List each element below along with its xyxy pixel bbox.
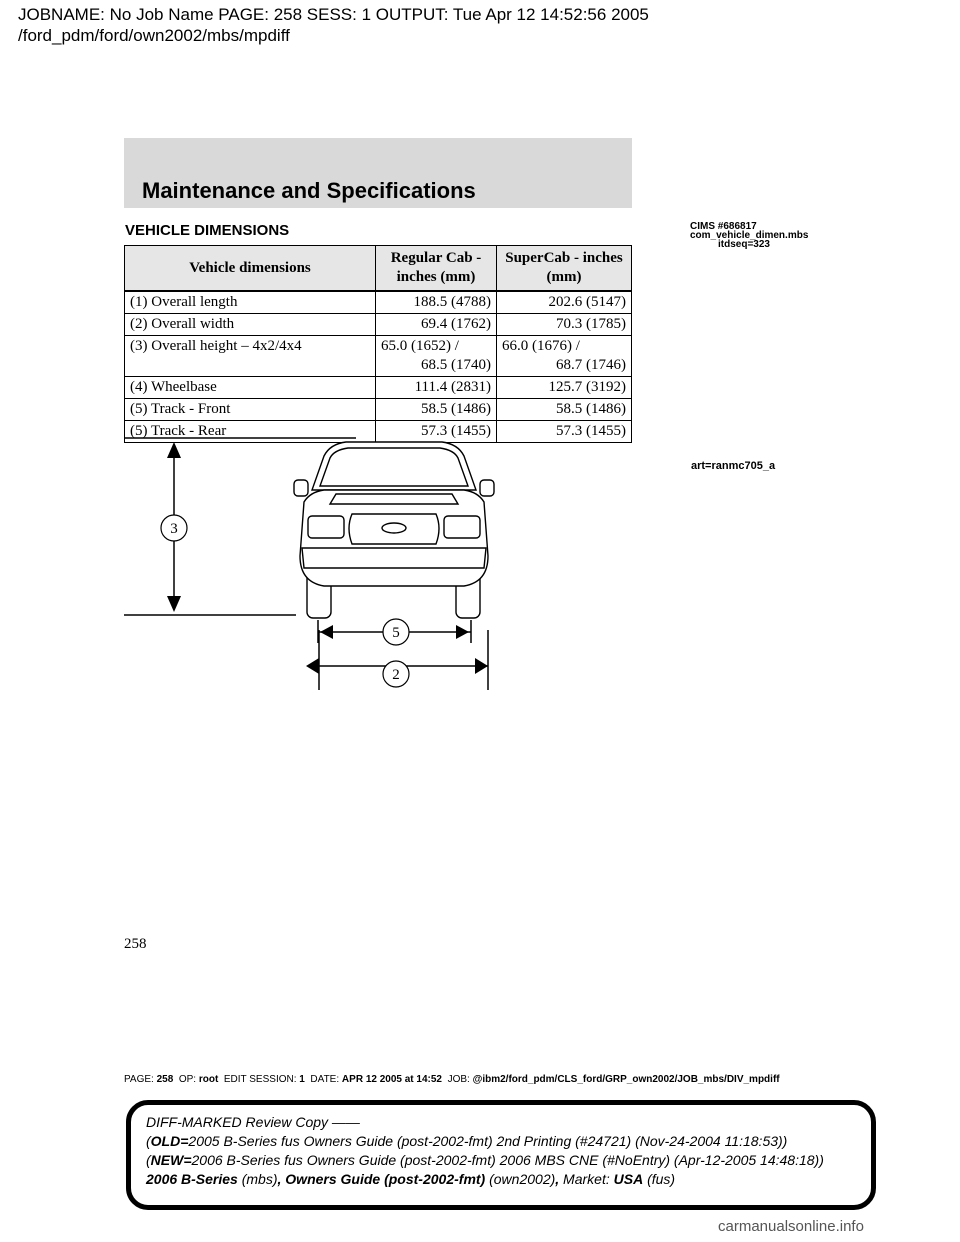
row-label: (1) Overall length bbox=[125, 291, 376, 314]
table-row bbox=[125, 377, 632, 399]
cims-seq: itdseq=323 bbox=[718, 239, 770, 250]
header-cell: SuperCab - inches (mm) bbox=[497, 246, 632, 292]
footer-date-label: DATE: bbox=[310, 1074, 340, 1085]
regular-cab-value: 57.3 (1455) bbox=[376, 421, 497, 443]
track-arrow-right bbox=[456, 625, 469, 639]
table-row bbox=[125, 336, 632, 377]
review-series-code: (mbs) bbox=[241, 1171, 278, 1187]
table-row bbox=[125, 291, 632, 314]
badge-oval bbox=[382, 523, 406, 533]
left-headlamp bbox=[308, 516, 344, 538]
cims-file: com_vehicle_dimen.mbs bbox=[690, 230, 809, 241]
callout-3-label: 3 bbox=[170, 521, 178, 537]
supercab-value-line1: 66.0 (1676) / bbox=[502, 338, 580, 354]
section-heading: VEHICLE DIMENSIONS bbox=[125, 222, 290, 239]
art-reference: art=ranmc705_a bbox=[691, 460, 776, 472]
footer-job-value: @ibm2/ford_pdm/CLS_ford/GRP_own2002/JOB_mbs/DIV_mpdiff bbox=[472, 1074, 780, 1085]
footer-op-value: root bbox=[198, 1074, 219, 1085]
job-path-line: /ford_pdm/ford/own2002/mbs/mpdiff bbox=[18, 26, 290, 45]
review-old-label: OLD= bbox=[150, 1133, 189, 1149]
footer-session-value: 1 bbox=[299, 1074, 305, 1085]
width-arrow-right bbox=[475, 658, 488, 674]
review-old-text: 2005 B-Series fus Owners Guide (post-2002-fmt) 2nd Printing (#24721) (Nov-24-2004 11:18:53)) bbox=[188, 1133, 788, 1149]
review-new-label: NEW= bbox=[150, 1152, 192, 1168]
review-market-label: Market: bbox=[563, 1171, 610, 1187]
supercab-value-line2: 68.7 (1746) bbox=[556, 357, 626, 373]
regular-cab-value-line1: 65.0 (1652) / bbox=[381, 338, 459, 354]
cims-id: CIMS #686817 bbox=[690, 221, 757, 232]
review-guide-code: (own2002) bbox=[489, 1171, 556, 1187]
review-new-text: 2006 B-Series fus Owners Guide (post-2002-fmt) 2006 MBS CNE (#NoEntry) (Apr-12-2005 14:48:18)) bbox=[191, 1152, 824, 1168]
footer-date-value: APR 12 2005 at 14:52 bbox=[341, 1074, 442, 1085]
supercab-value: 202.6 (5147) bbox=[497, 291, 632, 314]
job-header-line: JOBNAME: No Job Name PAGE: 258 SESS: 1 OUTPUT: Tue Apr 12 14:52:56 2005 bbox=[18, 5, 649, 24]
hood-line bbox=[330, 494, 458, 504]
page-title: Maintenance and Specifications bbox=[142, 178, 476, 203]
table-row bbox=[125, 314, 632, 336]
right-headlamp bbox=[444, 516, 480, 538]
row-label: (5) Track - Rear bbox=[125, 421, 376, 443]
row-label: (3) Overall height – 4x2/4x4 bbox=[125, 336, 376, 377]
truck-front-view bbox=[294, 442, 494, 618]
review-copy-text bbox=[146, 1113, 824, 1189]
review-title: DIFF-MARKED Review Copy —— bbox=[146, 1114, 360, 1130]
footer-metadata bbox=[124, 1074, 780, 1085]
row-label: (5) Track - Front bbox=[125, 399, 376, 421]
supercab-value: 125.7 (3192) bbox=[497, 377, 632, 399]
page-number: 258 bbox=[124, 936, 147, 952]
footer-op-label: OP: bbox=[178, 1074, 197, 1085]
footer-page-value: 258 bbox=[156, 1074, 174, 1085]
height-arrow-bottom bbox=[167, 596, 181, 612]
regular-cab-value bbox=[376, 336, 497, 377]
table-row bbox=[125, 399, 632, 421]
height-arrow-top bbox=[167, 442, 181, 458]
regular-cab-value: 58.5 (1486) bbox=[376, 399, 497, 421]
footer-job-label: JOB: bbox=[447, 1074, 470, 1085]
table-header-row bbox=[125, 246, 632, 292]
review-market-code: (fus) bbox=[647, 1171, 676, 1187]
supercab-value: 70.3 (1785) bbox=[497, 314, 632, 336]
right-mirror bbox=[480, 480, 494, 496]
watermark: carmanualsonline.info bbox=[718, 1218, 864, 1235]
review-guide: Owners Guide (post-2002-fmt) bbox=[285, 1171, 486, 1187]
bumper bbox=[302, 548, 486, 568]
review-old-line: (OLD=2005 B-Series fus Owners Guide (post-2002-fmt) 2nd Printing (#24721) (Nov-24-2004 11:18:53)) bbox=[146, 1133, 788, 1149]
supercab-value: 58.5 (1486) bbox=[497, 399, 632, 421]
dimensions-table bbox=[124, 245, 632, 443]
callout-5-label: 5 bbox=[392, 625, 400, 641]
supercab-value: 57.3 (1455) bbox=[497, 421, 632, 443]
track-arrow-left bbox=[320, 625, 333, 639]
regular-cab-value-line2: 68.5 (1740) bbox=[421, 357, 491, 373]
left-mirror bbox=[294, 480, 308, 496]
review-new-line: (NEW=2006 B-Series fus Owners Guide (post-2002-fmt) 2006 MBS CNE (#NoEntry) (Apr-12-2005 14:48:18)) bbox=[146, 1152, 824, 1168]
callout-2-label: 2 bbox=[392, 667, 400, 683]
row-label: (4) Wheelbase bbox=[125, 377, 376, 399]
review-product-line: 2006 B-Series (mbs), Owners Guide (post-2002-fmt) (own2002), Market: USA (fus) bbox=[146, 1171, 676, 1187]
review-series: 2006 B-Series bbox=[146, 1171, 238, 1187]
footer-session-label: EDIT SESSION: bbox=[223, 1074, 297, 1085]
regular-cab-value: 188.5 (4788) bbox=[376, 291, 497, 314]
review-market: USA bbox=[613, 1171, 644, 1187]
windshield bbox=[320, 448, 468, 486]
regular-cab-value: 111.4 (2831) bbox=[376, 377, 497, 399]
footer-page-label: PAGE: bbox=[124, 1074, 154, 1085]
header-cell: Vehicle dimensions bbox=[125, 246, 376, 292]
supercab-value bbox=[497, 336, 632, 377]
header-cell: Regular Cab - inches (mm) bbox=[376, 246, 497, 292]
vehicle-dimensions-diagram bbox=[124, 432, 524, 694]
width-arrow-left bbox=[306, 658, 319, 674]
regular-cab-value: 69.4 (1762) bbox=[376, 314, 497, 336]
row-label: (2) Overall width bbox=[125, 314, 376, 336]
